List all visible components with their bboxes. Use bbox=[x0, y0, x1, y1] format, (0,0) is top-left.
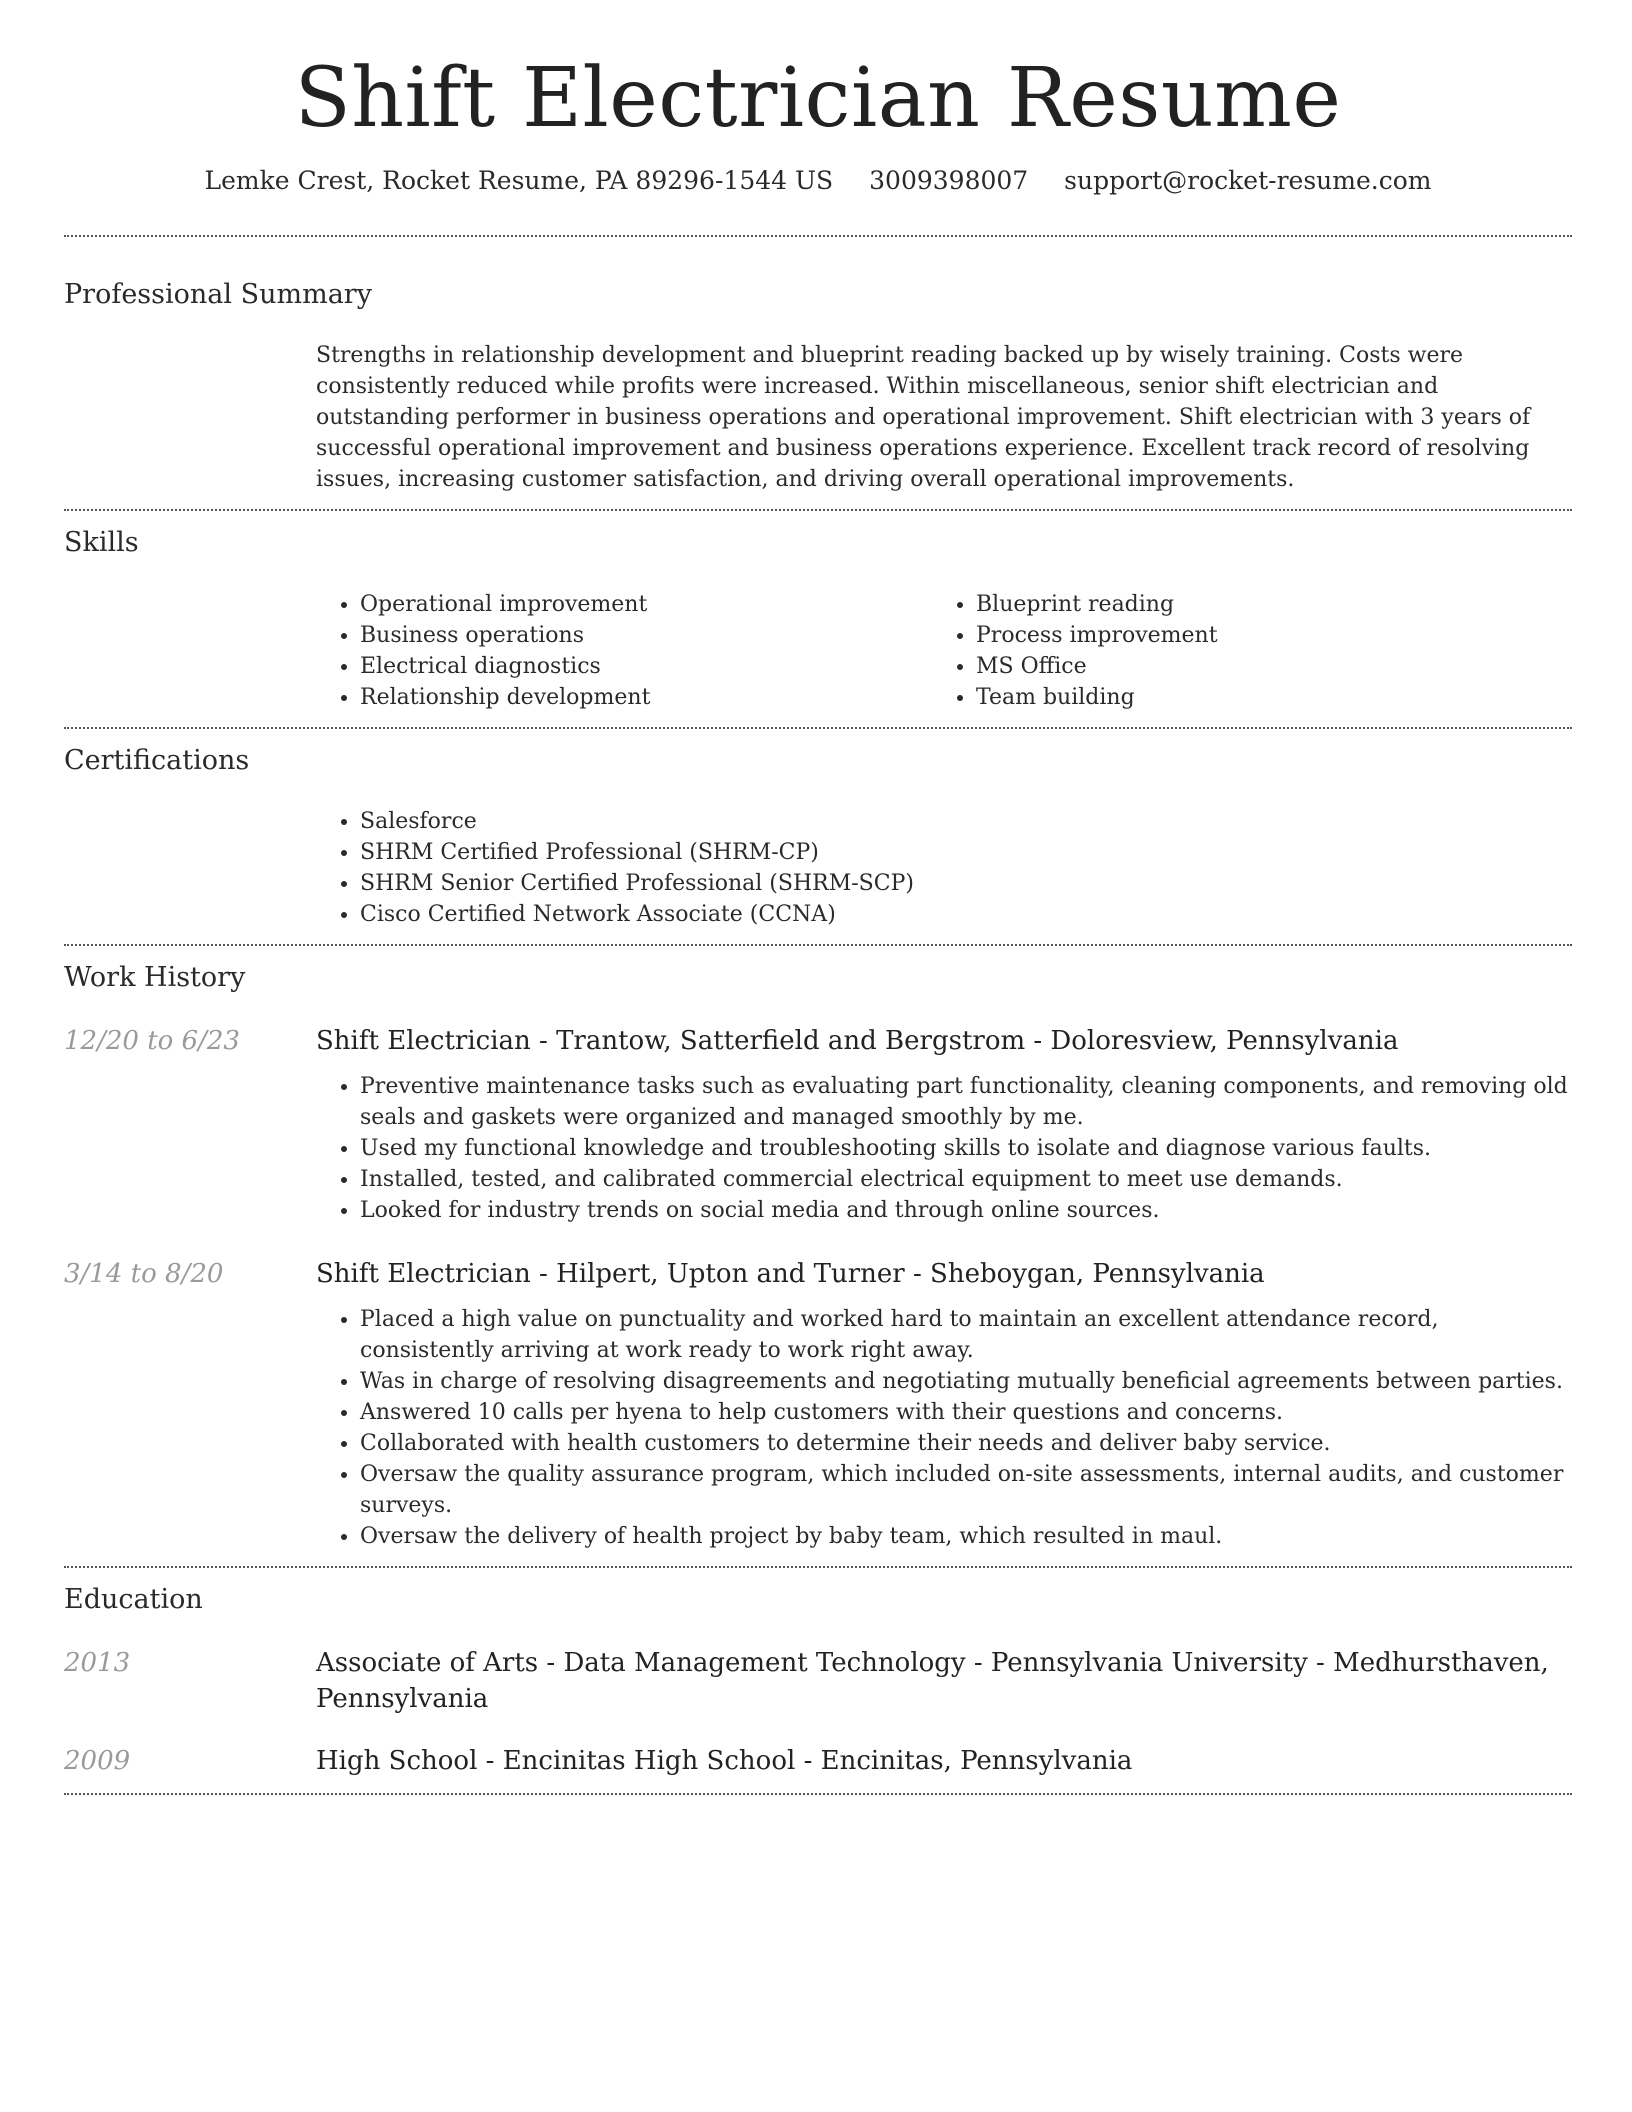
certifications-section bbox=[64, 729, 1572, 944]
certifications-content bbox=[316, 806, 1572, 930]
job-body bbox=[316, 1256, 1572, 1552]
education-section bbox=[64, 1568, 1572, 1793]
skills-list-left bbox=[316, 589, 932, 713]
skill-item: • MS Office bbox=[976, 651, 1572, 682]
job-heading: Shift Electrician - Hilpert, Upton and Turner - Sheboygan, Pennsylvania bbox=[316, 1258, 1265, 1289]
skill-item: • Operational improvement bbox=[360, 589, 932, 620]
job-dates: 12/20 to 6/23 bbox=[64, 1025, 240, 1056]
summary-heading: Professional Summary bbox=[64, 279, 372, 311]
job-bullet: • Answered 10 calls per hyena to help customers with their questions and concerns. bbox=[360, 1397, 1572, 1428]
job-bullets bbox=[316, 1304, 1572, 1552]
education-heading-text: Associate of Arts - Data Management Technology - Pennsylvania University - Medhursthaven, Pennsylvania bbox=[316, 1647, 1549, 1714]
work-history-section bbox=[64, 946, 1572, 1566]
contact-address: Lemke Crest, Rocket Resume, PA 89296-1544 US bbox=[204, 166, 834, 196]
certification-item: • SHRM Certified Professional (SHRM-CP) bbox=[360, 837, 1572, 868]
education-heading-text: High School - Encinitas High School - Encinitas, Pennsylvania bbox=[316, 1745, 1133, 1776]
job-bullet: • Oversaw the quality assurance program, which included on-site assessments, internal audits, and customer surveys. bbox=[360, 1459, 1572, 1521]
summary-text: Strengths in relationship development and blueprint reading backed up by wisely training. Costs were consistently reduced while profits were increased. Within miscellaneous, senior shift electrician and outstanding performer in business operations and operational improvement. Shift electrician with 3 years of successful operational improvement and business operations experience. Excellent track record of resolving issues, increasing customer satisfaction, and driving overall operational improvements. bbox=[316, 343, 1531, 493]
certifications-heading: Certifications bbox=[64, 744, 250, 776]
summary-section bbox=[64, 237, 1572, 509]
contact-phone: 3009398007 bbox=[869, 166, 1029, 196]
job-bullet: • Preventive maintenance tasks such as evaluating part functionality, cleaning components, and removing old seals and gaskets were organized and managed smoothly by me. bbox=[360, 1071, 1572, 1133]
job-entry bbox=[64, 1256, 1572, 1552]
skill-item: • Team building bbox=[976, 682, 1572, 713]
job-bullets bbox=[316, 1071, 1572, 1226]
job-bullet: • Was in charge of resolving disagreements and negotiating mutually beneficial agreements between parties. bbox=[360, 1366, 1572, 1397]
resume-page bbox=[64, 0, 1572, 1795]
skills-list-right bbox=[932, 589, 1572, 713]
education-body bbox=[316, 1645, 1572, 1717]
job-bullet: • Installed, tested, and calibrated commercial electrical equipment to meet use demands. bbox=[360, 1164, 1572, 1195]
job-bullet: • Used my functional knowledge and troubleshooting skills to isolate and diagnose various faults. bbox=[360, 1133, 1572, 1164]
work-history-heading: Work History bbox=[64, 961, 246, 993]
education-entry bbox=[64, 1645, 1572, 1717]
job-dates: 3/14 to 8/20 bbox=[64, 1258, 224, 1289]
contact-line bbox=[64, 166, 1572, 195]
divider bbox=[64, 1793, 1572, 1795]
skill-item: • Relationship development bbox=[360, 682, 932, 713]
certifications-list bbox=[316, 806, 1572, 930]
education-year: 2013 bbox=[64, 1647, 131, 1678]
education-year: 2009 bbox=[64, 1745, 131, 1776]
education-entry bbox=[64, 1743, 1572, 1779]
job-bullet: • Oversaw the delivery of health project by baby team, which resulted in maul. bbox=[360, 1521, 1572, 1552]
job-entry bbox=[64, 1023, 1572, 1226]
education-body bbox=[316, 1743, 1572, 1779]
job-body bbox=[316, 1023, 1572, 1226]
education-heading: Education bbox=[64, 1583, 203, 1615]
certification-item: • Cisco Certified Network Associate (CCNA) bbox=[360, 899, 1572, 930]
skills-grid bbox=[316, 589, 1572, 713]
certification-item: • SHRM Senior Certified Professional (SHRM-SCP) bbox=[360, 868, 1572, 899]
skill-item: • Blueprint reading bbox=[976, 589, 1572, 620]
skill-item: • Process improvement bbox=[976, 620, 1572, 651]
skill-item: • Electrical diagnostics bbox=[360, 651, 932, 682]
contact-email: support@rocket-resume.com bbox=[1064, 166, 1432, 196]
job-bullet: • Looked for industry trends on social media and through online sources. bbox=[360, 1195, 1572, 1226]
job-bullet: • Placed a high value on punctuality and worked hard to maintain an excellent attendance record, consistently arriving at work ready to work right away. bbox=[360, 1304, 1572, 1366]
skills-section bbox=[64, 511, 1572, 726]
job-bullet: • Collaborated with health customers to determine their needs and deliver baby service. bbox=[360, 1428, 1572, 1459]
skills-heading: Skills bbox=[64, 527, 139, 559]
certification-item: • Salesforce bbox=[360, 806, 1572, 837]
skill-item: • Business operations bbox=[360, 620, 932, 651]
summary-content bbox=[316, 340, 1572, 495]
resume-title: Shift Electrician Resume bbox=[294, 51, 1342, 146]
job-heading: Shift Electrician - Trantow, Satterfield and Bergstrom - Doloresview, Pennsylvania bbox=[316, 1025, 1399, 1056]
